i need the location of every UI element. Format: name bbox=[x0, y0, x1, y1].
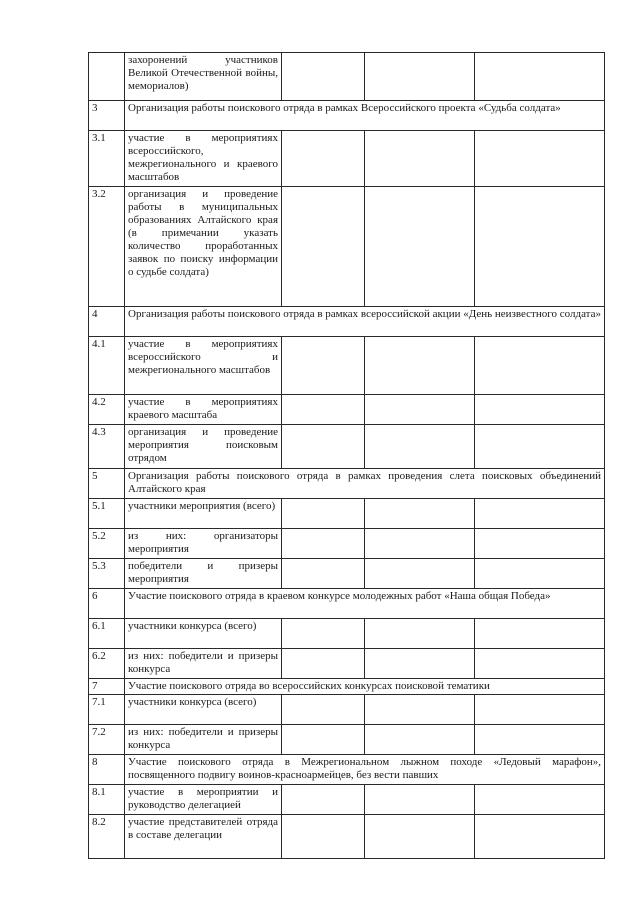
value-cell bbox=[282, 53, 365, 101]
value-cell bbox=[475, 725, 605, 755]
row-number: 7.2 bbox=[89, 725, 125, 755]
row-number: 5 bbox=[89, 469, 125, 499]
section-row bbox=[89, 589, 605, 619]
value-cell bbox=[365, 337, 475, 395]
value-cell bbox=[365, 499, 475, 529]
table-row bbox=[89, 529, 605, 559]
value-cell bbox=[365, 395, 475, 425]
section-title: Организация работы поискового отряда в рамках Всероссийского проекта «Судьба солдата» bbox=[125, 101, 605, 131]
value-cell bbox=[475, 649, 605, 679]
table-row bbox=[89, 815, 605, 859]
row-description: из них: победители и призеры конкурса bbox=[125, 725, 282, 755]
table-row bbox=[89, 725, 605, 755]
value-cell bbox=[365, 619, 475, 649]
value-cell bbox=[282, 619, 365, 649]
row-number: 5.3 bbox=[89, 559, 125, 589]
value-cell bbox=[365, 529, 475, 559]
row-description: победители и призеры мероприятия bbox=[125, 559, 282, 589]
value-cell bbox=[475, 785, 605, 815]
value-cell bbox=[365, 559, 475, 589]
value-cell bbox=[475, 499, 605, 529]
table-row bbox=[89, 499, 605, 529]
value-cell bbox=[475, 619, 605, 649]
row-number: 6.2 bbox=[89, 649, 125, 679]
report-table bbox=[88, 52, 605, 859]
row-number: 8 bbox=[89, 755, 125, 785]
value-cell bbox=[475, 695, 605, 725]
value-cell bbox=[365, 187, 475, 307]
section-title: Организация работы поискового отряда в рамках всероссийской акции «День неизвестного солдата» bbox=[125, 307, 605, 337]
value-cell bbox=[282, 337, 365, 395]
value-cell bbox=[282, 725, 365, 755]
row-description: организация и проведение мероприятия поисковым отрядом bbox=[125, 425, 282, 469]
value-cell bbox=[475, 337, 605, 395]
value-cell bbox=[282, 649, 365, 679]
value-cell bbox=[365, 649, 475, 679]
row-description: захоронений участников Великой Отечественной войны, мемориалов) bbox=[125, 53, 282, 101]
table-row bbox=[89, 187, 605, 307]
table-row bbox=[89, 131, 605, 187]
section-row bbox=[89, 101, 605, 131]
row-number: 8.1 bbox=[89, 785, 125, 815]
section-title: Организация работы поискового отряда в рамках проведения слета поисковых объединений Алтайского края bbox=[125, 469, 605, 499]
value-cell bbox=[282, 131, 365, 187]
row-number: 3.2 bbox=[89, 187, 125, 307]
row-number: 7.1 bbox=[89, 695, 125, 725]
row-number: 6.1 bbox=[89, 619, 125, 649]
value-cell bbox=[475, 815, 605, 859]
value-cell bbox=[365, 695, 475, 725]
table-row bbox=[89, 337, 605, 395]
value-cell bbox=[475, 395, 605, 425]
report-table-body bbox=[89, 53, 605, 859]
row-number: 4.3 bbox=[89, 425, 125, 469]
row-number: 5.1 bbox=[89, 499, 125, 529]
table-row bbox=[89, 53, 605, 101]
value-cell bbox=[282, 499, 365, 529]
row-number: 6 bbox=[89, 589, 125, 619]
section-row bbox=[89, 307, 605, 337]
value-cell bbox=[475, 187, 605, 307]
value-cell bbox=[365, 725, 475, 755]
row-number: 4 bbox=[89, 307, 125, 337]
row-number: 5.2 bbox=[89, 529, 125, 559]
value-cell bbox=[475, 131, 605, 187]
table-row bbox=[89, 425, 605, 469]
row-description: участники конкурса (всего) bbox=[125, 695, 282, 725]
value-cell bbox=[282, 395, 365, 425]
table-row bbox=[89, 395, 605, 425]
table-row bbox=[89, 649, 605, 679]
table-row bbox=[89, 559, 605, 589]
row-description: участие в мероприятиях всероссийского и межрегионального масштабов bbox=[125, 337, 282, 395]
row-number: 8.2 bbox=[89, 815, 125, 859]
row-number: 7 bbox=[89, 679, 125, 695]
section-title: Участие поискового отряда в краевом конкурсе молодежных работ «Наша общая Победа» bbox=[125, 589, 605, 619]
value-cell bbox=[282, 187, 365, 307]
row-description: организация и проведение работы в муниципальных образованиях Алтайского края (в примечании указать количество проработанных заявок по поиску информации о судьбе солдата) bbox=[125, 187, 282, 307]
value-cell bbox=[365, 53, 475, 101]
value-cell bbox=[365, 785, 475, 815]
section-row bbox=[89, 755, 605, 785]
row-description: участие в мероприятиях краевого масштаба bbox=[125, 395, 282, 425]
value-cell bbox=[365, 815, 475, 859]
table-row bbox=[89, 619, 605, 649]
value-cell bbox=[475, 529, 605, 559]
row-number: 3 bbox=[89, 101, 125, 131]
row-number: 4.2 bbox=[89, 395, 125, 425]
value-cell bbox=[282, 815, 365, 859]
row-number: 4.1 bbox=[89, 337, 125, 395]
value-cell bbox=[282, 695, 365, 725]
value-cell bbox=[475, 559, 605, 589]
row-description: участники конкурса (всего) bbox=[125, 619, 282, 649]
value-cell bbox=[365, 131, 475, 187]
section-row bbox=[89, 469, 605, 499]
row-number bbox=[89, 53, 125, 101]
section-row bbox=[89, 679, 605, 695]
row-description: участники мероприятия (всего) bbox=[125, 499, 282, 529]
row-number: 3.1 bbox=[89, 131, 125, 187]
row-description: из них: победители и призеры конкурса bbox=[125, 649, 282, 679]
value-cell bbox=[282, 785, 365, 815]
value-cell bbox=[475, 425, 605, 469]
table-row bbox=[89, 785, 605, 815]
value-cell bbox=[475, 53, 605, 101]
row-description: участие в мероприятии и руководство делегацией bbox=[125, 785, 282, 815]
section-title: Участие поискового отряда в Межрегиональном лыжном походе «Ледовый марафон», посвященного подвигу воинов-красноармейцев, без вести павших bbox=[125, 755, 605, 785]
row-description: участие в мероприятиях всероссийского, межрегионального и краевого масштабов bbox=[125, 131, 282, 187]
value-cell bbox=[282, 529, 365, 559]
table-row bbox=[89, 695, 605, 725]
row-description: участие представителей отряда в составе делегации bbox=[125, 815, 282, 859]
section-title: Участие поискового отряда во всероссийских конкурсах поисковой тематики bbox=[125, 679, 605, 695]
value-cell bbox=[365, 425, 475, 469]
value-cell bbox=[282, 559, 365, 589]
row-description: из них: организаторы мероприятия bbox=[125, 529, 282, 559]
value-cell bbox=[282, 425, 365, 469]
